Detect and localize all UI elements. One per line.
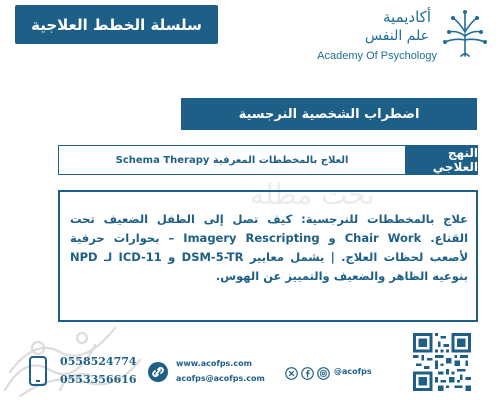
description-text: علاج بالمخططات للنرجسية: كيف تصل إلى الطفل الضعيف تحت القناع. Chair Work و Imagery Rescripting – بحوارات حرفية لأصعب لحظات العلاج. | يشمل معايير DSM-5-TR و ICD-11 لـ NPD بنوعيه الظاهر والضعيف والتمييز عن الهوس. xyxy=(70,212,469,283)
watermark-text: تحت مظلة xyxy=(250,178,375,211)
social-handle[interactable]: @acofps xyxy=(334,367,372,376)
topic-title-banner xyxy=(181,98,477,130)
approach-label-text: النهج العلاجي xyxy=(432,146,478,174)
email-link[interactable]: acofps@acofps.com xyxy=(176,374,265,383)
facebook-icon[interactable] xyxy=(301,367,314,380)
series-title: سلسلة الخطط العلاجية xyxy=(31,15,202,34)
logo-arabic-line2: علم النفس xyxy=(364,28,429,44)
phone-icon xyxy=(28,356,48,386)
approach-label xyxy=(406,145,478,175)
academy-logo xyxy=(305,6,495,66)
instagram-icon[interactable] xyxy=(317,367,330,380)
topic-title: اضطراب الشخصية النرجسية xyxy=(238,106,420,122)
x-icon[interactable] xyxy=(285,367,298,380)
logo-arabic-line1: أكاديمية xyxy=(383,8,431,26)
link-icon xyxy=(147,361,169,383)
series-title-banner xyxy=(15,5,218,44)
logo-english-name: Academy Of Psychology xyxy=(317,50,437,62)
phone-number-2[interactable]: 0553356616 xyxy=(60,373,137,386)
website-link[interactable]: www.acofps.com xyxy=(176,359,252,368)
approach-value: العلاج بالمخططات المعرفية Schema Therapy xyxy=(115,154,349,166)
tree-logo-icon xyxy=(435,6,495,62)
approach-value-box xyxy=(58,145,406,175)
qr-code-icon[interactable] xyxy=(413,333,471,391)
phone-number-1[interactable]: 0558524774 xyxy=(60,355,137,368)
